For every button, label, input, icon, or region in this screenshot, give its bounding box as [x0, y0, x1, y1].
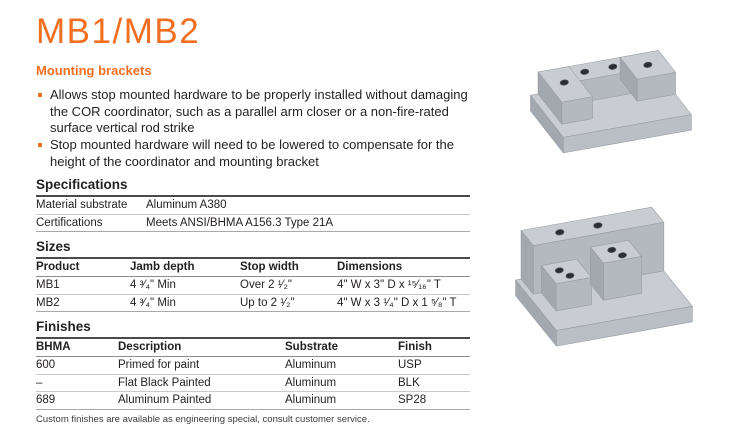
finish-substrate: Aluminum: [285, 392, 398, 410]
page-title: MB1/MB2: [36, 12, 201, 51]
size-product: MB2: [36, 294, 130, 312]
mb2-product-image: [502, 204, 706, 360]
column-header: Stop width: [240, 259, 337, 276]
finish-code: SP28: [398, 392, 470, 410]
column-header: Jamb depth: [130, 259, 240, 276]
feature-bullet: Allows stop mounted hardware to be properly installed without damaging the COR coordinator, such as a parallel arm closer or a non-fire-rated surface vertical rod strike: [36, 87, 470, 136]
finish-code: BLK: [398, 374, 470, 392]
table-row: [36, 277, 470, 295]
table-header-row: [36, 339, 470, 356]
finish-code: USP: [398, 356, 470, 374]
sizes-heading: Sizes: [36, 239, 470, 259]
finishes-section: [36, 319, 470, 425]
column-header: Substrate: [285, 339, 398, 356]
finish-bhma: –: [36, 374, 118, 392]
size-jamb-depth: 4 ³⁄₄" Min: [130, 294, 240, 312]
sizes-table: [36, 259, 470, 312]
finish-bhma: 689: [36, 392, 118, 410]
size-dimensions: 4" W x 3" D x ¹⁵⁄₁₆" T: [337, 277, 470, 295]
size-stop-width: Up to 2 ¹⁄₂": [240, 294, 337, 312]
column-header: Dimensions: [337, 259, 470, 276]
finishes-table: [36, 339, 470, 410]
finish-description: Aluminum Painted: [118, 392, 285, 410]
table-row: [36, 214, 470, 232]
finish-description: Primed for paint: [118, 356, 285, 374]
finish-substrate: Aluminum: [285, 356, 398, 374]
finishes-heading: Finishes: [36, 319, 470, 339]
sizes-section: [36, 239, 470, 312]
spec-label: Material substrate: [36, 197, 146, 214]
content-column: [36, 12, 470, 425]
column-header: Description: [118, 339, 285, 356]
table-row: [36, 392, 470, 410]
table-header-row: [36, 259, 470, 276]
column-header: Product: [36, 259, 130, 276]
specifications-table: [36, 197, 470, 232]
table-row: [36, 197, 470, 214]
spec-value: Aluminum A380: [146, 197, 470, 214]
table-row: [36, 294, 470, 312]
table-row: [36, 374, 470, 392]
column-header: Finish: [398, 339, 470, 356]
table-row: [36, 356, 470, 374]
size-jamb-depth: 4 ³⁄₄" Min: [130, 277, 240, 295]
custom-finishes-note: Custom finishes are available as engineering special, consult customer service.: [36, 413, 370, 425]
page-subtitle: Mounting brackets: [36, 63, 152, 79]
column-header: BHMA: [36, 339, 118, 356]
spec-label: Certifications: [36, 214, 146, 232]
spec-value: Meets ANSI/BHMA A156.3 Type 21A: [146, 214, 470, 232]
specifications-heading: Specifications: [36, 177, 470, 197]
size-dimensions: 4" W x 3 ¹⁄₄" D x 1 ⁵⁄₈" T: [337, 294, 470, 312]
feature-bullet: Stop mounted hardware will need to be lowered to compensate for the height of the coordinator and mounting bracket: [36, 137, 470, 170]
mb1-bracket-illustration: [514, 42, 706, 166]
mb2-bracket-illustration: [502, 204, 706, 360]
finish-description: Flat Black Painted: [118, 374, 285, 392]
mb1-product-image: [514, 42, 706, 166]
size-stop-width: Over 2 ¹⁄₂": [240, 277, 337, 295]
specifications-section: [36, 177, 470, 232]
finish-bhma: 600: [36, 356, 118, 374]
size-product: MB1: [36, 277, 130, 295]
finish-substrate: Aluminum: [285, 374, 398, 392]
feature-bullet-list: [36, 87, 470, 170]
